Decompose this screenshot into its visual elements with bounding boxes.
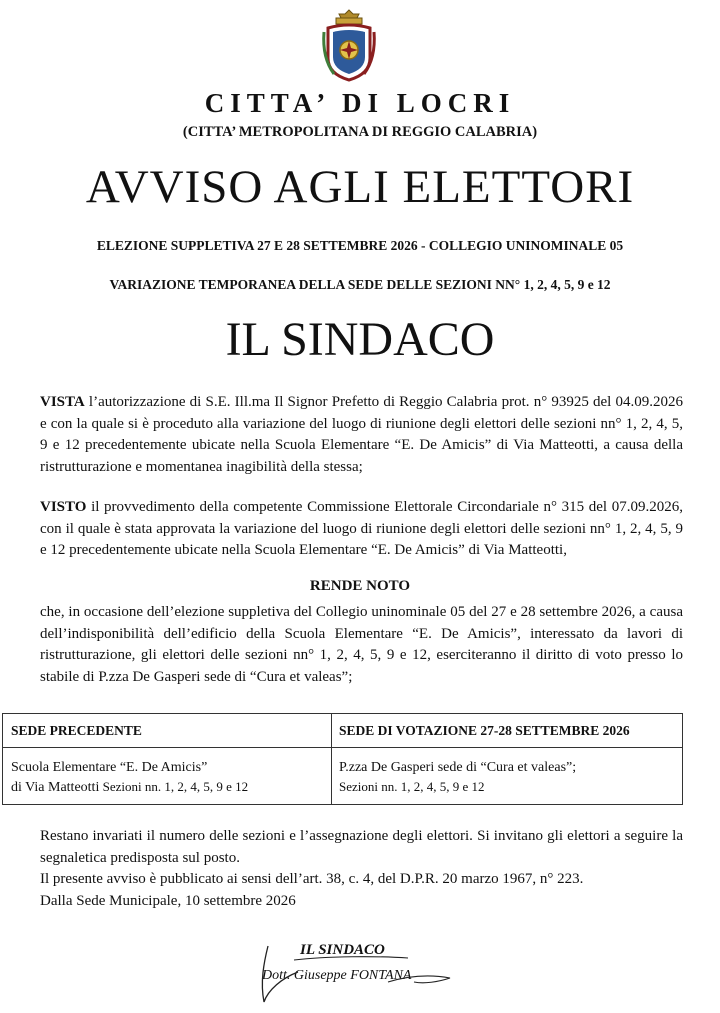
vista-text: l’autorizzazione di S.E. Ill.ma Il Signor Prefetto di Reggio Calabria prot. n° 93925 del 04.09.2026 e con la quale si è proceduto alla variazione del luogo di riunione degli elettori delle sezioni nn° 1, 2, 4, 5, 9 e 12 precedentemente ubicate nella Scuola Elementare “E. De Amicis” di Via Matteotti, a causa della ristrutturazione e momentanea inagibilità della stessa;: [40, 394, 683, 475]
visto-text: il provvedimento della competente Commissione Elettorale Circondariale n° 315 del 07.09.2026, con il quale è stata approvata la variazione del luogo di riunione degli elettori delle sezioni nn° 1, 2, 4, 5, 9 e 12 precedentemente ubicate nella Scuola Elementare “E. De Amicis” di Via Matteotti,: [40, 499, 683, 558]
location-table: [2, 713, 683, 805]
table-divider: [331, 714, 332, 804]
table-cell-new: [339, 758, 576, 796]
previous-location-line2: [11, 777, 248, 797]
signature-title: IL SINDACO: [300, 942, 385, 958]
table-header-new: SEDE DI VOTAZIONE 27-28 SETTEMBRE 2026: [339, 723, 630, 738]
sindaco-heading: IL SINDACO: [225, 313, 495, 366]
table-header-previous: SEDE PRECEDENTE: [11, 723, 142, 738]
vista-lead: VISTA: [40, 394, 85, 410]
notice-title: AVVISO AGLI ELETTORI: [85, 161, 635, 213]
new-location-line1: P.zza De Gasperi sede di “Cura et valeas”;: [339, 760, 577, 775]
closing-block: [40, 826, 683, 912]
closing-paragraph-1: Restano invariati il numero delle sezioni e l’assegnazione degli elettori. Si invitano gli elettori a seguire la segnaletica predisposta sul posto.: [40, 828, 683, 866]
city-name: CITTA’ DI LOCRI: [204, 88, 516, 118]
visto-paragraph: [40, 497, 683, 562]
election-line: ELEZIONE SUPPLETIVA 27 E 28 SETTEMBRE 2026 - COLLEGIO UNINOMINALE 05: [96, 238, 624, 253]
closing-paragraph-3: Dalla Sede Municipale, 10 settembre 2026: [40, 892, 296, 909]
vista-paragraph: [40, 392, 683, 478]
city-subtitle: (CITTA’ METROPOLITANA DI REGGIO CALABRIA): [182, 124, 538, 140]
previous-location-sections: Sezioni nn. 1, 2, 4, 5, 9 e 12: [99, 779, 249, 794]
table-header-row: [3, 714, 682, 748]
new-location-sections: Sezioni nn. 1, 2, 4, 5, 9 e 12: [339, 779, 485, 794]
coat-of-arms-icon: [320, 8, 378, 84]
closing-paragraph-2: Il presente avviso è pubblicato ai sensi dell’art. 38, c. 4, del D.P.R. 20 marzo 1967, n° 223.: [40, 871, 584, 887]
previous-location-street: di Via Matteotti: [11, 780, 100, 795]
rende-noto-heading: RENDE NOTO: [309, 578, 411, 594]
table-cell-previous: [11, 758, 248, 797]
previous-location-line1: Scuola Elementare “E. De Amicis”: [11, 760, 208, 775]
notice-paragraph: che, in occasione dell’elezione suppletiva del Collegio uninominale 05 del 27 e 28 settembre 2026, a causa dell’indisponibilità dell’edificio della Scuola Elementare “E. De Amicis”, interessato da lavori di ristrutturazione, gli elettori delle sezioni nn° 1, 2, 4, 5, 9 e 12, eserciteranno il diritto di voto presso lo stabile di P.zza De Gasperi sede di “Cura et valeas”;: [40, 604, 683, 685]
variation-line: VARIAZIONE TEMPORANEA DELLA SEDE DELLE SEZIONI NN° 1, 2, 4, 5, 9 e 12: [109, 277, 611, 292]
handwritten-signature-icon: [238, 938, 468, 1008]
signature-name: Dott. Giuseppe FONTANA: [262, 968, 412, 983]
visto-lead: VISTO: [40, 499, 87, 515]
